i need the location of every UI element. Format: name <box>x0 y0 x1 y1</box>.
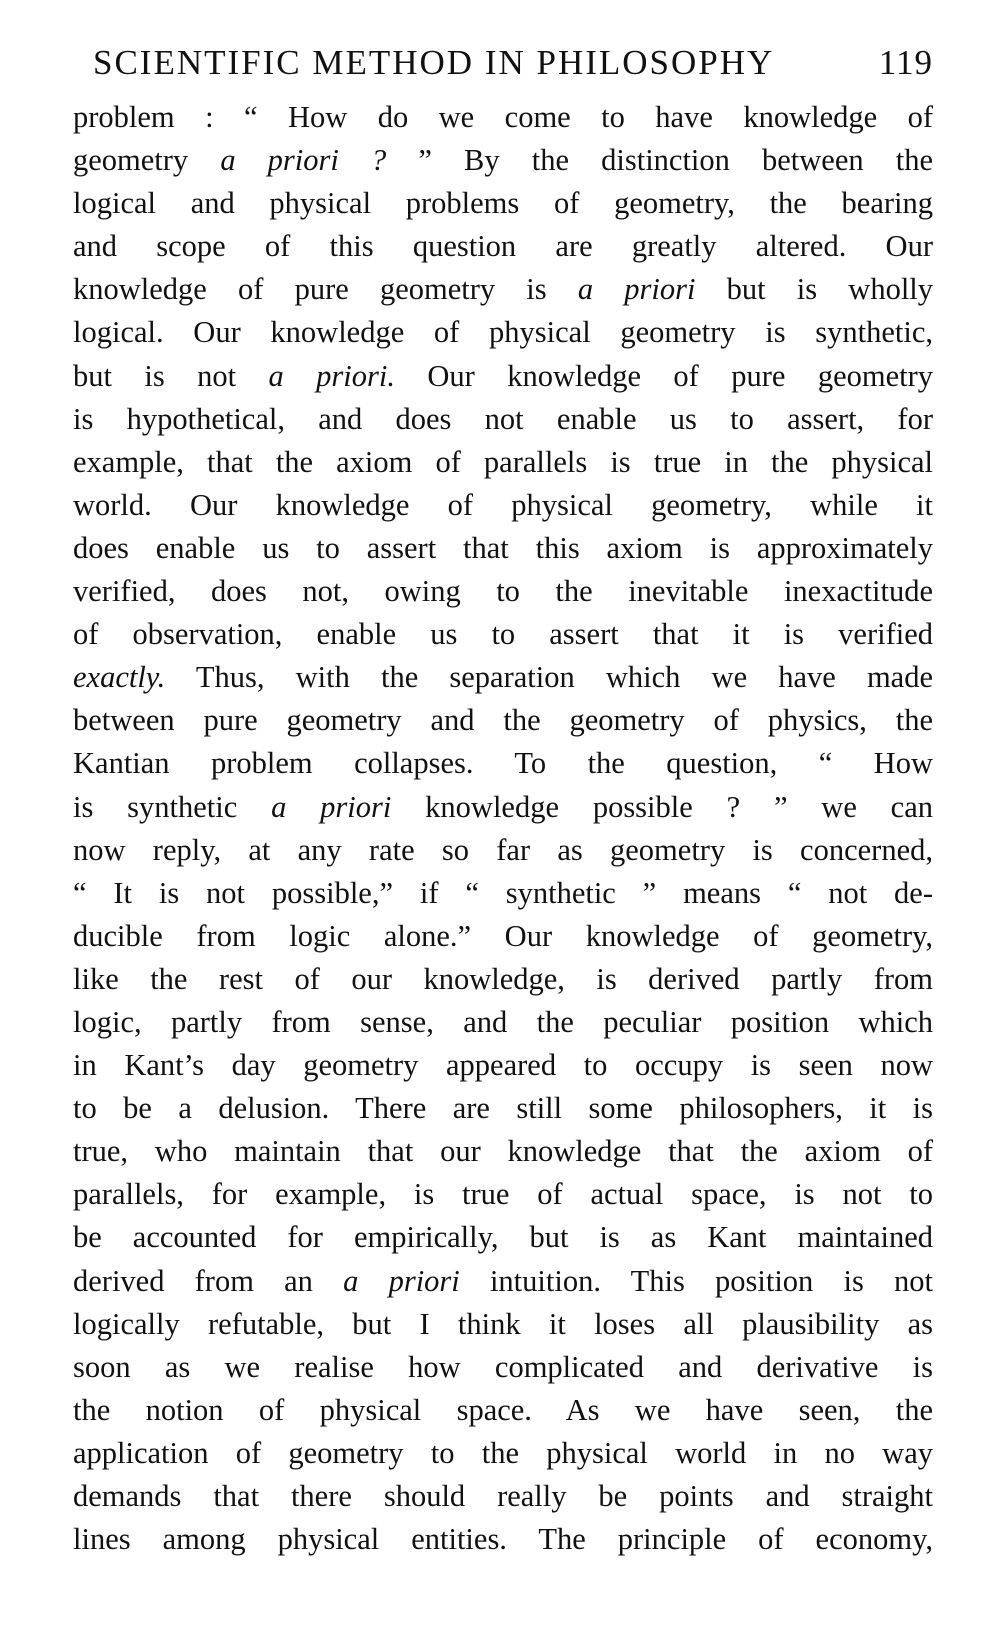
text-segment: application of geometry to the physical world in no way <box>73 1435 933 1470</box>
text-line <box>73 182 933 225</box>
text-line <box>73 311 933 354</box>
italic-phrase: a priori <box>343 1263 460 1298</box>
text-segment: world. Our knowledge of physical geometry, while it <box>73 487 933 522</box>
text-line <box>73 139 933 182</box>
text-segment: true, who maintain that our knowledge that the axiom of <box>73 1134 933 1169</box>
text-segment: does enable us to assert that this axiom is approximately <box>73 530 933 565</box>
text-line <box>73 570 933 613</box>
text-segment: Our knowledge of pure geometry <box>394 358 934 393</box>
italic-phrase: a priori <box>271 789 392 824</box>
text-segment: of observation, enable us to assert that it is verified <box>73 617 933 652</box>
text-segment: geometry <box>73 143 221 178</box>
italic-phrase: a priori ? <box>220 143 387 178</box>
text-segment: intuition. This position is not <box>459 1263 934 1298</box>
text-segment: soon as we realise how complicated and derivative is <box>73 1349 933 1384</box>
text-line <box>73 915 933 958</box>
text-segment: “ It is not possible,” if “ synthetic ” means “ not de- <box>73 875 933 910</box>
text-segment: lines among physical entities. The principle of economy, <box>73 1522 933 1557</box>
text-segment: knowledge of pure geometry is <box>73 272 578 307</box>
italic-phrase: a priori <box>577 272 696 307</box>
text-line <box>73 1130 933 1173</box>
text-segment: Thus, with the separation which we have made <box>165 660 933 695</box>
page-number: 119 <box>878 43 933 82</box>
text-line <box>73 958 933 1001</box>
text-segment: and scope of this question are greatly altered. Our <box>73 229 933 264</box>
text-segment: ducible from logic alone.” Our knowledge of geometry, <box>73 918 933 953</box>
text-line <box>73 699 933 742</box>
text-line <box>73 829 933 872</box>
text-line <box>73 441 933 484</box>
text-segment: is hypothetical, and does not enable us to assert, for <box>73 401 933 436</box>
text-line <box>73 786 933 829</box>
text-line <box>73 398 933 441</box>
text-line <box>73 1303 933 1346</box>
text-line <box>73 225 933 268</box>
text-segment: logic, partly from sense, and the peculiar position which <box>73 1004 933 1039</box>
text-line <box>73 527 933 570</box>
text-segment: ” By the distinction between the <box>386 143 934 178</box>
text-segment: problem : “ How do we come to have knowledge of <box>73 100 933 134</box>
text-line <box>73 1475 933 1518</box>
text-line <box>73 1518 933 1561</box>
text-line <box>73 1216 933 1259</box>
text-line <box>73 613 933 656</box>
text-line <box>73 1044 933 1087</box>
text-segment: between pure geometry and the geometry of physics, the <box>73 703 933 738</box>
text-segment: now reply, at any rate so far as geometry is concerned, <box>73 832 933 867</box>
text-line <box>73 1432 933 1475</box>
text-line <box>73 1001 933 1044</box>
book-page <box>73 34 933 1561</box>
text-segment: the notion of physical space. As we have seen, the <box>73 1392 933 1427</box>
running-head <box>93 34 933 92</box>
text-line <box>73 1389 933 1432</box>
text-segment: logical and physical problems of geometry, the bearing <box>73 186 933 221</box>
text-segment: to be a delusion. There are still some philosophers, it is <box>73 1091 933 1126</box>
text-line <box>73 268 933 311</box>
text-line <box>73 656 933 699</box>
text-segment: logically refutable, but I think it loses all plausibility as <box>73 1306 933 1341</box>
text-segment: example, that the axiom of parallels is true in the physical <box>73 444 933 479</box>
text-segment: in Kant’s day geometry appeared to occupy is seen now <box>73 1048 933 1083</box>
text-line <box>73 96 933 139</box>
text-line <box>73 1173 933 1216</box>
text-segment: Kantian problem collapses. To the question, “ How <box>73 746 933 781</box>
text-segment: like the rest of our knowledge, is derived partly from <box>73 961 933 996</box>
text-segment: derived from an <box>73 1263 344 1298</box>
text-segment: logical. Our knowledge of physical geometry is synthetic, <box>73 315 933 350</box>
italic-phrase: exactly. <box>73 660 166 695</box>
text-line <box>73 1260 933 1303</box>
text-line <box>73 742 933 785</box>
running-title: SCIENTIFIC METHOD IN PHILOSOPHY <box>93 43 775 82</box>
text-segment: knowledge possible ? ” we can <box>391 789 934 824</box>
italic-phrase: a priori. <box>268 358 395 393</box>
text-segment: parallels, for example, is true of actual space, is not to <box>73 1177 933 1212</box>
text-segment: verified, does not, owing to the inevitable inexactitude <box>73 574 933 609</box>
body-text <box>73 96 933 1561</box>
text-segment: demands that there should really be points and straight <box>73 1479 933 1513</box>
text-segment: but is wholly <box>695 272 934 307</box>
text-segment: be accounted for empirically, but is as Kant maintained <box>73 1220 933 1255</box>
text-line <box>73 872 933 915</box>
text-line <box>73 484 933 527</box>
text-segment: is synthetic <box>73 789 272 824</box>
text-line <box>73 1346 933 1389</box>
text-line <box>73 1087 933 1130</box>
text-line <box>73 355 933 398</box>
text-segment: but is not <box>73 358 269 393</box>
